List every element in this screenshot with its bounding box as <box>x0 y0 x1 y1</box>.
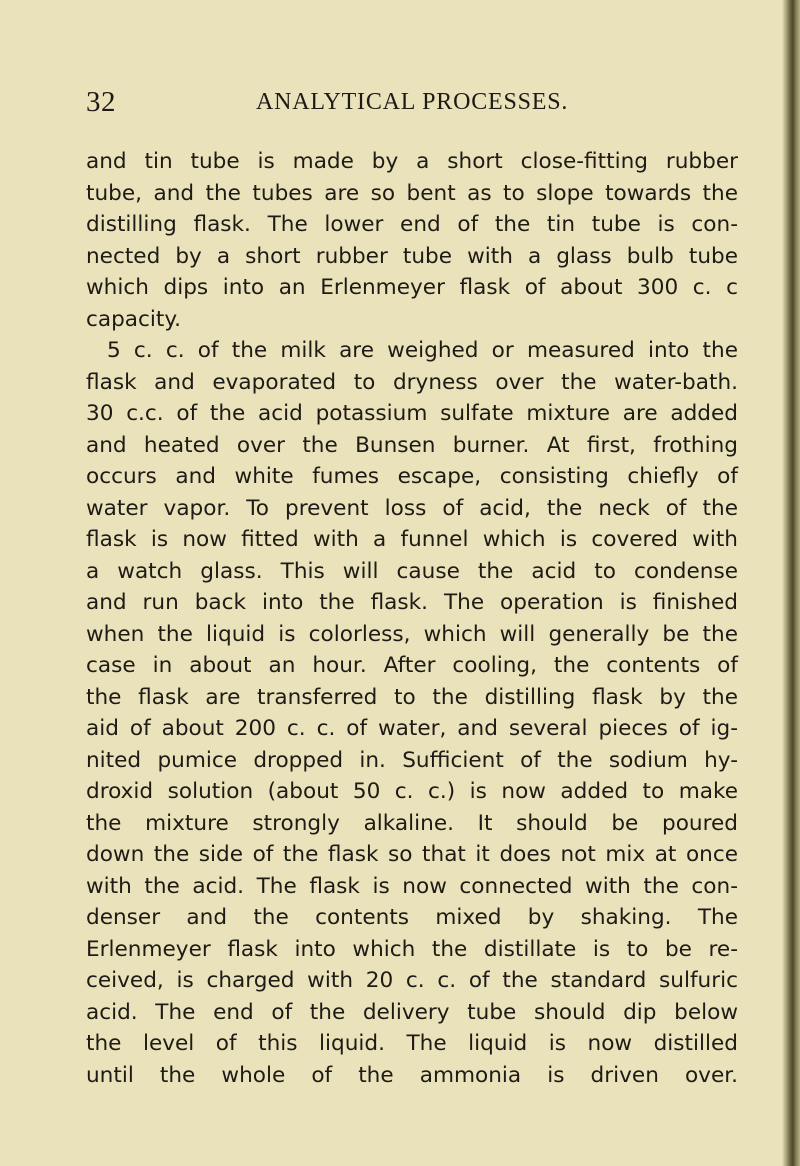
text-line: water vapor. To prevent loss of acid, the neck of the <box>86 495 738 521</box>
text-line: and tin tube is made by a short close-fitting rubber <box>86 149 738 174</box>
text-line: the level of this liquid. The liquid is now distilled <box>86 1031 738 1056</box>
text-line: and run back into the flask. The operation is finished <box>86 590 738 615</box>
text-line: tube, and the tubes are so bent as to slope towards the <box>86 180 738 206</box>
text-line: nected by a short rubber tube with a glass bulb tube <box>86 243 738 269</box>
running-head-title: ANALYTICAL PROCESSES. <box>256 89 569 115</box>
text-line: ceived, is charged with 20 c. c. of the standard sulfuric <box>86 968 738 993</box>
body-text <box>86 146 738 1091</box>
text-line: the flask are transferred to the distilling flask by the <box>86 684 738 710</box>
text-line: the mixture strongly alkaline. It should be poured <box>86 810 738 836</box>
text-line: distilling flask. The lower end of the tin tube is con- <box>86 212 738 237</box>
text-line: 30 c.c. of the acid potassium sulfate mixture are added <box>86 401 738 426</box>
text-line: capacity. <box>86 306 181 332</box>
text-line: droxid solution (about 50 c. c.) is now added to make <box>86 779 738 804</box>
text-line: case in about an hour. After cooling, the contents of <box>86 653 738 678</box>
running-head <box>86 86 736 122</box>
text-line: when the liquid is colorless, which will generally be the <box>86 621 738 647</box>
page-edge-shadow <box>782 0 800 1166</box>
text-line: until the whole of the ammonia is driven over. <box>86 1062 738 1088</box>
text-line: which dips into an Erlenmeyer flask of about 300 c. c <box>86 275 738 300</box>
text-line: aid of about 200 c. c. of water, and several pieces of ig- <box>86 716 738 741</box>
text-line: denser and the contents mixed by shaking. The <box>86 905 738 930</box>
text-line: with the acid. The flask is now connected with the con- <box>86 873 738 899</box>
text-line: flask and evaporated to dryness over the water-bath. <box>86 369 738 395</box>
text-line: occurs and white fumes escape, consisting chiefly of <box>86 464 738 489</box>
text-line: flask is now fitted with a funnel which is covered with <box>86 527 738 552</box>
text-line: and heated over the Bunsen burner. At first, frothing <box>86 432 738 458</box>
text-line: 5 c. c. of the milk are weighed or measured into the <box>107 338 738 363</box>
text-line: down the side of the flask so that it does not mix at once <box>86 842 738 867</box>
page-number: 32 <box>86 86 116 118</box>
text-line: acid. The end of the delivery tube should dip below <box>86 999 738 1025</box>
text-line: nited pumice dropped in. Sufficient of the sodium hy- <box>86 747 738 773</box>
text-line: Erlenmeyer flask into which the distillate is to be re- <box>86 936 738 962</box>
text-line: a watch glass. This will cause the acid to condense <box>86 558 738 584</box>
